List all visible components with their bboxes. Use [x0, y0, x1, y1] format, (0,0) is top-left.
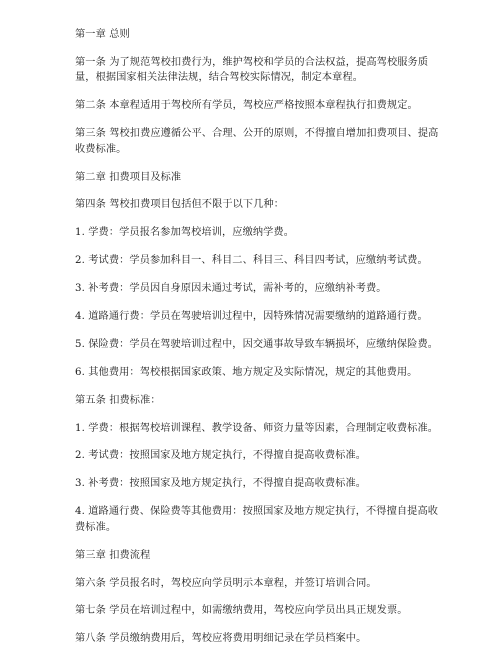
- chapter-3-heading: 第三章 扣费流程: [75, 549, 151, 561]
- fee-item-4: 4. 道路通行费：学员在驾驶培训过程中，因特殊情况需要缴纳的道路通行费。: [75, 311, 428, 323]
- standard-item-3: 3. 补考费：按照国家及地方规定执行，不得擅自提高收费标准。: [75, 478, 367, 490]
- chapter-1-heading: 第一章 总则: [75, 29, 130, 40]
- article-2: 第二条 本章程适用于驾校所有学员，驾校应严格按照本章程执行扣费规定。: [75, 100, 418, 112]
- fee-item-6: 6. 其他费用：驾校根据国家政策、地方规定及实际情况，规定的其他费用。: [75, 366, 418, 378]
- article-4: 第四条 驾校扣费项目包括但不限于以下几种：: [75, 199, 285, 211]
- standard-item-4: 4. 道路通行费、保险费等其他费用：按照国家及地方规定执行，不得擅自提高收费标准。: [75, 506, 439, 533]
- article-3: 第三条 驾校扣费应遵循公平、合理、公开的原则，不得擅自增加扣费项目、提高收费标准。: [75, 128, 439, 155]
- article-1: 第一条 为了规范驾校扣费行为，维护驾校和学员的合法权益，提高驾校服务质量，根据国家相关法律法规，结合驾校实际情况，制定本章程。: [75, 56, 429, 84]
- fee-item-3: 3. 补考费：学员因自身原因未通过考试，需补考的，应缴纳补考费。: [75, 283, 387, 295]
- fee-item-2: 2. 考试费：学员参加科目一、科目二、科目三、科目四考试，应缴纳考试费。: [75, 255, 428, 267]
- article-5: 第五条 扣费标准：: [75, 394, 161, 406]
- standard-item-1: 1. 学费：根据驾校培训课程、教学设备、师资力量等因素，合理制定收费标准。: [75, 422, 439, 434]
- standard-item-2: 2. 考试费：按照国家及地方规定执行，不得擅自提高收费标准。: [75, 450, 367, 462]
- fee-item-5: 5. 保险费：学员在驾驶培训过程中，因交通事故导致车辆损坏，应缴纳保险费。: [75, 338, 439, 350]
- fee-item-1: 1. 学费：学员报名参加驾校培训，应缴纳学费。: [75, 227, 295, 239]
- article-6: 第六条 学员报名时，驾校应向学员明示本章程，并签订培训合同。: [75, 577, 377, 589]
- article-8: 第八条 学员缴纳费用后，驾校应将费用明细记录在学员档案中。: [75, 633, 367, 645]
- chapter-2-heading: 第二章 扣费项目及标准: [75, 171, 182, 183]
- article-7: 第七条 学员在培训过程中，如需缴纳费用，驾校应向学员出具正规发票。: [75, 605, 408, 617]
